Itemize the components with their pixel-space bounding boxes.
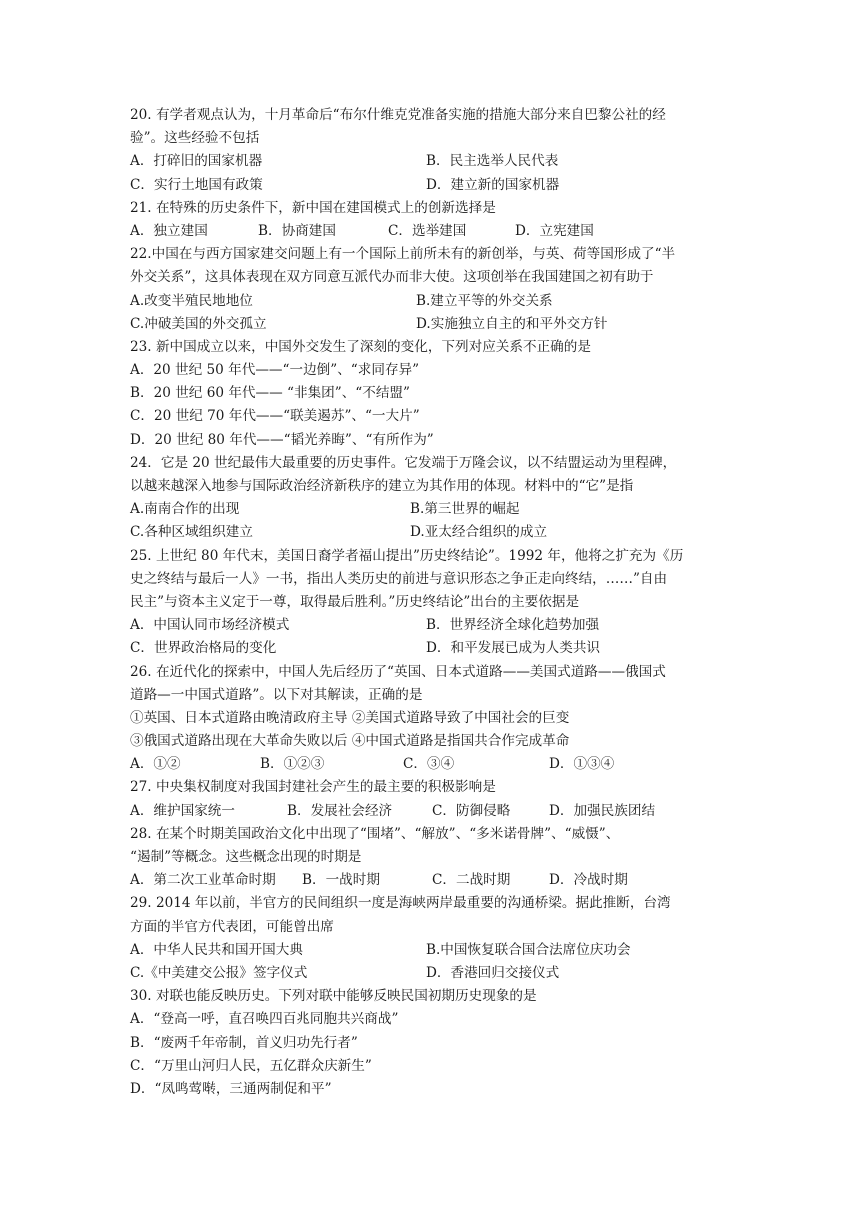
question-28 — [130, 823, 735, 893]
option-b: B.第三世界的崛起 — [410, 501, 520, 518]
options-row — [130, 637, 735, 660]
question-27 — [130, 776, 735, 822]
option-c: C.冲破美国的外交孤立 — [130, 315, 267, 332]
options-row — [130, 753, 735, 776]
option-c: C．防御侵略 — [432, 802, 511, 819]
question-23 — [130, 336, 735, 452]
option-b: B．民主选举人民代表 — [426, 153, 559, 170]
question-stem-line: 外交关系”，这具体表现在双方同意互派代办而非大使。这项创举在我国建国之初有助于 — [130, 269, 654, 286]
option-d: D．冷战时期 — [549, 872, 628, 889]
question-stem-line: 史之终结与最后一人》一书，指出人类历史的前进与意识形态之争正走向终结，……”自由 — [130, 570, 668, 587]
option-c: C．世界政治格局的变化 — [130, 640, 277, 657]
question-22 — [130, 243, 735, 336]
question-24 — [130, 452, 735, 545]
option-a: A.南南合作的出现 — [130, 501, 240, 518]
question-stem-line: 民主”与资本主义定于一尊，取得最后胜利。”历史终结论”出台的主要依据是 — [130, 593, 580, 610]
option-c: C．选举建国 — [388, 222, 467, 239]
question-stem-line: ①英国、日本式道路由晚清政府主导 ②美国式道路导致了中国社会的巨变 — [130, 709, 570, 726]
question-stem-line: 道路—一中国式道路”。以下对其解读，正确的是 — [130, 686, 423, 703]
option-a: A．“登高一呼，直召唤四百兆同胞共兴商战” — [130, 1011, 399, 1028]
question-stem-line: “遏制”等概念。这些概念出现的时期是 — [130, 849, 362, 865]
option-c: C.《中美建交公报》签字仪式 — [130, 964, 308, 981]
option-d: D.实施独立自主的和平外交方针 — [416, 315, 608, 332]
options-row — [130, 220, 735, 243]
option-a: A．①② — [130, 756, 181, 773]
question-stem-line: ③俄国式道路出现在大革命失败以后 ④中国式道路是指国共合作完成革命 — [130, 733, 570, 750]
question-list — [130, 104, 735, 1101]
option-b: B．一战时期 — [302, 872, 380, 889]
options-row — [130, 962, 735, 985]
option-a: A．打碎旧的国家机器 — [130, 153, 263, 170]
option-b: B.建立平等的外交关系 — [416, 292, 553, 309]
options-row — [130, 174, 735, 197]
option-a: A．维护国家统一 — [130, 802, 235, 819]
question-21 — [130, 197, 735, 243]
option-d: D．“凤鸣莺啭，三通两制促和平” — [130, 1080, 332, 1097]
option-b: B．①②③ — [260, 756, 325, 773]
option-d: D.亚太经合组织的成立 — [410, 524, 548, 541]
option-c: C．③④ — [403, 756, 455, 773]
option-d: D．20 世纪 80 年代——“韬光养晦”、“有所作为” — [130, 431, 434, 448]
option-a: A．20 世纪 50 年代——“一边倒”、“求同存异” — [130, 362, 420, 379]
option-d: D．建立新的国家机器 — [426, 176, 560, 193]
question-stem-line: 27. 中央集权制度对我国封建社会产生的最主要的积极影响是 — [130, 779, 496, 796]
options-row — [130, 313, 735, 336]
question-stem-line: 21. 在特殊的历史条件下，新中国在建国模式上的创新选择是 — [130, 199, 496, 216]
option-c: C．实行土地国有政策 — [130, 176, 263, 193]
options-row — [130, 869, 735, 892]
question-25 — [130, 545, 735, 661]
question-stem-line: 25. 上世纪 80 年代末，美国日裔学者福山提出”历史终结论”。1992 年，他将之扩充为《历 — [130, 547, 684, 564]
question-stem-line: 23. 新中国成立以来，中国外交发生了深刻的变化，下列对应关系不正确的是 — [130, 338, 591, 355]
option-c: C．20 世纪 70 年代——“联美遏苏”、“一大片” — [130, 408, 420, 425]
option-c: C.各种区域组织建立 — [130, 524, 253, 541]
question-stem-line: 20. 有学者观点认为，十月革命后“布尔什维克党准备实施的措施大部分来自巴黎公社的经 — [130, 107, 666, 123]
option-d: D．①③④ — [549, 756, 615, 773]
question-stem-line: 以越来越深入地参与国际政治经济新秩序的建立为其作用的体现。材料中的“它”是指 — [130, 478, 634, 494]
option-a: A．第二次工业革命时期 — [130, 872, 276, 889]
options-row — [130, 939, 735, 962]
question-30 — [130, 985, 735, 1101]
options-row — [130, 614, 735, 637]
question-26 — [130, 661, 735, 777]
question-stem-line: 28. 在某个时期美国政治文化中出现了“围堵”、“解放”、“多米诺骨牌”、“威慑”、 — [130, 825, 620, 842]
question-stem-line: 22.中国在与西方国家建交问题上有一个国际上前所未有的新创举，与英、荷等国形成了“半 — [130, 246, 676, 263]
option-d: D．立宪建国 — [515, 222, 594, 239]
options-row — [130, 498, 735, 521]
question-stem-line: 验”。这些经验不包括 — [130, 130, 260, 147]
option-d: D．和平发展已成为人类共识 — [426, 640, 601, 657]
option-a: A．中华人民共和国开国大典 — [130, 941, 303, 958]
option-b: B．世界经济全球化趋势加强 — [426, 617, 600, 634]
question-stem-line: 24．它是 20 世纪最伟大最重要的历史事件。它发端于万隆会议，以不结盟运动为里程碑， — [130, 454, 677, 471]
option-b: B．协商建国 — [258, 222, 336, 239]
options-row — [130, 800, 735, 823]
option-d: D．加强民族团结 — [549, 802, 656, 819]
option-b: B．“废两千年帝制，首义归功先行者” — [130, 1034, 358, 1051]
option-d: D．香港回归交接仪式 — [426, 964, 560, 981]
option-a: A．独立建国 — [130, 222, 208, 239]
question-stem-line: 方面的半官方代表团，可能曾出席 — [130, 918, 334, 935]
options-row — [130, 290, 735, 313]
option-c: C．二战时期 — [432, 872, 511, 889]
options-row — [130, 150, 735, 173]
question-stem-line: 30. 对联也能反映历史。下列对联中能够反映民国初期历史现象的是 — [130, 988, 537, 1005]
option-b: B．20 世纪 60 年代—— “非集团”、“不结盟” — [130, 385, 410, 402]
option-b: B．发展社会经济 — [287, 802, 393, 819]
question-stem-line: 26. 在近代化的探索中，中国人先后经历了“英国、日本式道路——美国式道路——俄国式 — [130, 663, 666, 680]
option-c: C．“万里山河归人民，五亿群众庆新生” — [130, 1057, 372, 1074]
question-29 — [130, 892, 735, 985]
question-20 — [130, 104, 735, 197]
options-row — [130, 521, 735, 544]
option-a: A．中国认同市场经济模式 — [130, 617, 290, 634]
question-stem-line: 29. 2014 年以前，半官方的民间组织一度是海峡两岸最重要的沟通桥梁。据此推断，台湾 — [130, 895, 671, 912]
option-b: B.中国恢复联合国合法席位庆功会 — [426, 941, 631, 958]
option-a: A.改变半殖民地地位 — [130, 292, 253, 309]
